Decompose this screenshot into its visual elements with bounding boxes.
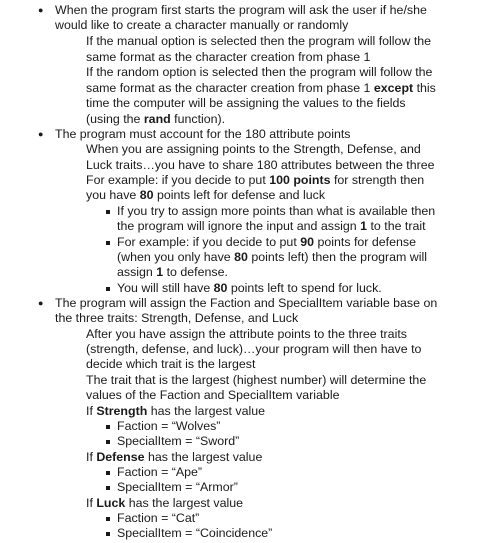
trait-strength-specialitem: SpecialItem = “Sword”: [117, 434, 240, 448]
bullet-3-body-3: decide which trait is the largest: [86, 357, 256, 371]
bullet-3-body-4: The trait that is the largest (highest number) will determine the: [86, 373, 427, 387]
square-bullet: [106, 210, 110, 214]
square-bullet: [106, 425, 110, 429]
bullet-1-body-1: If the manual option is selected then the program will follow the: [86, 34, 432, 48]
square-bullet: [106, 471, 110, 475]
trait-strength-faction: Faction = “Wolves”: [117, 419, 221, 433]
bullet-3-line-1: The program will assign the Faction and SpecialItem variable base on: [55, 296, 438, 310]
bullet-1-line-1: When the program first starts the program will ask the user if he/she: [55, 3, 427, 17]
square-bullet: [106, 532, 110, 536]
square-bullet: [106, 486, 110, 490]
bullet-3-line-2: the three traits: Strength, Defense, and Luck: [55, 311, 299, 325]
square-bullet: [106, 241, 110, 245]
trait-defense-specialitem: SpecialItem = “Armor”: [117, 480, 238, 494]
bullet-2-body-4: you have 80 points left for defense and luck: [86, 188, 326, 202]
bullet-2-body-2: Luck traits…you have to share 180 attributes between the three: [86, 158, 435, 172]
bullet-2-sub-1-line-2: the program will ignore the input and assign 1 to the trait: [117, 219, 426, 233]
bullet-1-body-5: time the computer will be assigning the values to the fields: [86, 96, 406, 110]
square-bullet: [106, 287, 110, 291]
bullet-2-sub-1-line-1: If you try to assign more points than what is available then: [117, 204, 436, 218]
bullet-1-line-2: would like to create a character manually or randomly: [55, 18, 349, 32]
bullet-1-body-2: same format as the character creation from phase 1: [86, 50, 371, 64]
bullet-1-body-6: (using the rand function).: [86, 112, 226, 126]
bullet-2-body-3: For example: if you decide to put 100 points for strength then: [86, 173, 425, 187]
trait-defense-heading: If Defense has the largest value: [86, 450, 263, 464]
trait-defense-faction: Faction = “Ape”: [117, 465, 203, 479]
bullet-1-body-3: If the random option is selected then the program will follow the: [86, 65, 433, 79]
bullet-2-sub-2-line-3: assign 1 to defense.: [117, 265, 228, 279]
trait-strength-heading: If Strength has the largest value: [86, 404, 266, 418]
bullet-dot-1: ●: [38, 5, 44, 15]
square-bullet: [106, 517, 110, 521]
bullet-2-sub-2-line-1: For example: if you decide to put 90 points for defense: [117, 235, 416, 249]
bullet-dot-2: ●: [38, 129, 44, 139]
bullet-dot-3: ●: [38, 298, 44, 308]
bullet-3-body-1: After you have assign the attribute points to the three traits: [86, 327, 407, 341]
bullet-3-body-2: (strength, defense, and luck)…your program will then have to: [86, 342, 422, 356]
bullet-2-sub-3-line-1: You will still have 80 points left to spend for luck.: [117, 281, 382, 295]
bullet-2-sub-2-line-2: (when you only have 80 points left) then the program will: [117, 250, 427, 264]
trait-luck-faction: Faction = “Cat”: [117, 511, 200, 525]
bullet-1-body-4: same format as the character creation from phase 1 except this: [86, 81, 436, 95]
bullet-2-line-1: The program must account for the 180 attribute points: [55, 127, 351, 141]
trait-luck-heading: If Luck has the largest value: [86, 496, 244, 510]
trait-luck-specialitem: SpecialItem = “Coincidence”: [117, 526, 273, 540]
square-bullet: [106, 440, 110, 444]
bullet-3-body-5: values of the Faction and SpecialItem variable: [86, 388, 340, 402]
bullet-2-body-1: When you are assigning points to the Strength, Defense, and: [86, 142, 421, 156]
